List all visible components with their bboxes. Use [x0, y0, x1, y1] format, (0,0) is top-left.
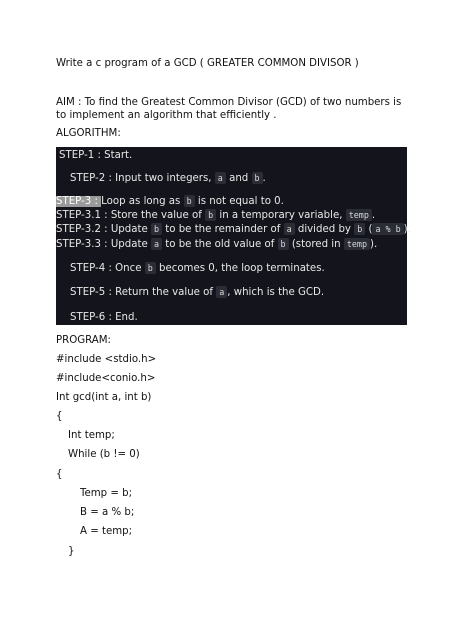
step-5: STEP-5 : Return the value of a , which is the GCD. — [70, 287, 325, 298]
step-6: STEP-6 : End. — [70, 312, 138, 323]
code-line: While (b != 0) — [68, 449, 140, 460]
step-3: STEP-3 : Loop as long as b is not equal to 0. — [56, 196, 284, 207]
code-line: Int temp; — [68, 430, 115, 441]
code-line: #include <stdio.h> — [56, 354, 157, 365]
code-line: } — [68, 546, 75, 557]
step-3-label: STEP-3 : — [56, 196, 102, 207]
step-3-2: STEP-3.2 : Update b to be the remainder of a divided by b ( a % b ). — [56, 224, 411, 235]
step-3-1: STEP-3.1 : Store the value of b in a temporary variable, temp . — [56, 210, 376, 221]
code-line: Int gcd(int a, int b) — [56, 392, 152, 403]
code-line: Temp = b; — [80, 488, 133, 499]
code-line: #include<conio.h> — [56, 373, 156, 384]
algorithm-heading: ALGORITHM: — [56, 128, 121, 139]
program-heading: PROGRAM: — [56, 335, 111, 346]
step-1: STEP-1 : Start. — [59, 150, 133, 161]
code-line: { — [56, 411, 63, 422]
code-line: A = temp; — [80, 526, 133, 537]
step-2: STEP-2 : Input two integers, a and b . — [70, 173, 266, 184]
document-title: Write a c program of a GCD ( GREATER COMMON DIVISOR ) — [56, 58, 359, 69]
aim-paragraph: AIM : To find the Greatest Common Divisor (GCD) of two numbers is to implement an algorithm that efficiently . — [56, 97, 402, 121]
code-line: { — [56, 469, 63, 480]
algorithm-block — [56, 147, 411, 325]
step-3-3: STEP-3.3 : Update a to be the old value of b (stored in temp ). — [56, 239, 378, 250]
code-line: B = a % b; — [80, 507, 135, 518]
step-4: STEP-4 : Once b becomes 0, the loop terminates. — [70, 263, 325, 274]
